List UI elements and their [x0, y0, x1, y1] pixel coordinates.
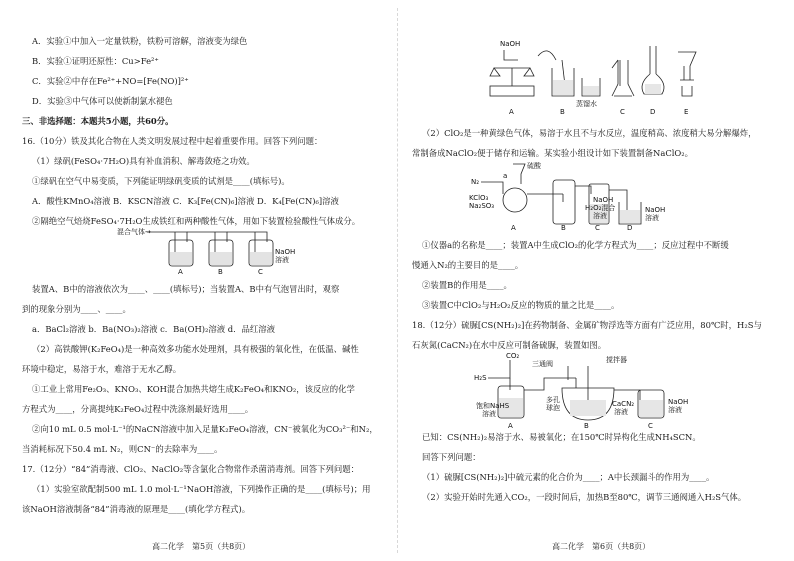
q16-part1-sub2: ②隔绝空气焙烧FeSO₄·7H₂O生成铁红和两种酸性气体，用如下装置检验酸性气体成分。 — [32, 216, 361, 226]
water-label: 蒸馏水 — [576, 100, 597, 108]
q18-part1: （1）硫脲[CS(NH₂)₂]中硫元素的化合价为____；A中长颈漏斗的作用为____。 — [422, 472, 715, 482]
column-divider — [397, 8, 398, 553]
q18-known: 已知：CS(NH₂)₂易溶于水、易被氧化；在150℃时异构化生成NH₄SCN。 — [422, 432, 701, 442]
step-e-label: E — [684, 108, 689, 116]
right-page-footer: 高二化学 第6页（共8页） — [552, 542, 651, 551]
cacn2-label: CaCN₂ — [612, 400, 635, 408]
left-column — [22, 0, 392, 561]
d-naoh-label: NaOH — [645, 206, 666, 214]
naoh-top-label: NaOH — [500, 40, 521, 48]
nahs-label: 饱和NaHS — [476, 402, 510, 410]
q16-part2-sub2: ②向10 mL 0.5 mol·L⁻¹的NaCN溶液中加入足量K₂FeO₄溶液，CN⁻被氧化为CO₃²⁻和N₂， — [32, 424, 378, 434]
option-b: B．实验①证明还原性：Cu>Fe²⁺ — [32, 56, 159, 66]
mid-c-label: C — [595, 224, 600, 232]
bot-c-label: C — [648, 422, 653, 430]
stirrer-label: 搅拌器 — [606, 356, 627, 364]
step-b-label: B — [560, 108, 565, 116]
bottle-c-label: C — [258, 268, 263, 276]
q16-part2-sub2-cont: 当消耗标况下50.4 mL N₂，则CN⁻的去除率为____。 — [22, 444, 223, 454]
q16-part1: （1）绿矾(FeSO₄·7H₂O)具有补血消积、解毒敛疮之功效。 — [32, 156, 255, 166]
q16-part1-question-cont: 到的现象分别为____、____。 — [22, 304, 131, 314]
naoh-label: NaOH — [275, 248, 296, 256]
bot-naoh-label: NaOH — [668, 398, 689, 406]
c-h2o2-label: H₂O₂混合 — [585, 204, 616, 212]
q16-part1-sub1: ①绿矾在空气中易变质，下列能证明绿矾变质的试剂是____(填标号)。 — [32, 176, 290, 186]
q16-part2-sub1: ①工业上常用Fe₂O₃、KNO₃、KOH混合加热共熔生成K₂FeO₄和KNO₂，该反应的化学 — [32, 384, 355, 394]
q17-part2-sub2: ②装置B的作用是____。 — [422, 280, 512, 290]
thiourea-apparatus-figure — [472, 350, 712, 430]
q18-part2: （2）实验开始时先通入CO₂，一段时间后，加热B至80℃，调节三通阀通入H₂S气体。 — [422, 492, 747, 502]
option-d: D．实验③中气体可以使新制氯水褪色 — [32, 96, 173, 106]
mid-a-label: A — [511, 224, 516, 232]
bottle-b-label: B — [218, 268, 223, 276]
h2s-label: H₂S — [474, 374, 487, 382]
mixed-gas-label: 混合气体→ — [117, 228, 151, 236]
q18-stem-cont: 石灰氮(CaCN₂)在水中反应可制备硫脲，装置如图。 — [412, 340, 607, 350]
q16-part2: （2）高铁酸钾(K₂FeO₄)是一种高效多功能水处理剂，具有极强的氧化性，在低温、碱性 — [32, 344, 359, 354]
q17-part2: （2）ClO₂是一种黄绿色气体，易溶于水且不与水反应，温度稍高、浓度稍大易分解爆炸， — [422, 128, 757, 138]
right-column — [412, 0, 782, 561]
d-solution-label: 溶液 — [645, 214, 659, 222]
q18-stem: 18.（12分）硫脲[CS(NH₂)₂]在药物制备、金属矿物浮选等方面有广泛应用，80℃时，H₂S与 — [412, 320, 762, 330]
q18-answer-prompt: 回答下列问题： — [422, 452, 481, 462]
q16-part1-question: 装置A、B中的溶液依次为____、____(填标号)；当装置A、B中有气泡冒出时，观察 — [32, 284, 340, 294]
option-c: C．实验②中存在Fe²⁺+NO=[Fe(NO)]²⁺ — [32, 76, 189, 86]
co2-label: CO₂ — [506, 352, 520, 360]
step-c-label: C — [620, 108, 625, 116]
n2-label: N₂ — [471, 178, 480, 186]
reagent-na2so3-label: Na₂SO₃ — [469, 202, 495, 210]
funnel-a-label: a — [503, 172, 508, 180]
q17-part2-cont: 常制备成NaClO₂便于储存和运输。某实验小组设计如下装置制备NaClO₂。 — [412, 148, 694, 158]
q16-reagent-options: a．BaCl₂溶液 b．Ba(NO₃)₂溶液 c．Ba(OH)₂溶液 d．品红溶液 — [32, 324, 276, 334]
bottle-a-label: A — [178, 268, 183, 276]
q16-part1-options: A．酸性KMnO₄溶液 B．KSCN溶液 C．K₃[Fe(CN)₆]溶液 D．K₄[Fe(CN)₆]溶液 — [32, 196, 339, 206]
q16-part2-sub1-cont: 方程式为____，分离提纯K₂FeO₄过程中洗涤剂最好选用____。 — [22, 404, 254, 414]
bot-b-label: B — [584, 422, 589, 430]
three-way-valve-label: 三通阀 — [532, 360, 553, 368]
q17-stem: 17.（12分）“84”消毒液、ClO₂、NaClO₂等含氯化合物常作杀菌消毒剂。回答下列问题： — [22, 464, 360, 474]
nahs-solution-label: 溶液 — [482, 410, 496, 418]
c-solution-label: 溶液 — [593, 212, 607, 220]
q17-part2-sub1-cont: 慢通入N₂的主要目的是____。 — [412, 260, 524, 270]
q17-part2-sub1: ①仪器a的名称是____；装置A中生成ClO₂的化学方程式为____；反应过程中不断缓 — [422, 240, 729, 250]
bot-solution-label: 溶液 — [668, 406, 682, 414]
porous-label: 多孔 — [546, 396, 560, 404]
q16-stem: 16.（10分）铁及其化合物在人类文明发展过程中起着重要作用。回答下列问题： — [22, 136, 323, 146]
gas-bottles-figure — [117, 228, 317, 276]
q17-part1-cont: 该NaOH溶液制备“84”消毒液的原理是____(填化学方程式)。 — [22, 504, 251, 514]
c-naoh-label: NaOH — [593, 196, 614, 204]
solution-prep-figure — [482, 38, 702, 116]
solution-label: 溶液 — [275, 256, 289, 264]
q17-part2-sub3: ③装置C中ClO₂与H₂O₂反应的物质的量之比是____。 — [422, 300, 620, 310]
acid-label: 硫酸 — [527, 162, 541, 170]
bot-a-label: A — [508, 422, 513, 430]
step-d-label: D — [650, 108, 656, 116]
cacn2-solution-label: 溶液 — [614, 408, 628, 416]
q17-part1: （1）实验室欲配制500 mL 1.0 mol·L⁻¹NaOH溶液，下列操作正确的是____(填标号)；用 — [32, 484, 371, 494]
reagent-kclo3-label: KClO₃ — [469, 194, 489, 202]
mid-b-label: B — [561, 224, 566, 232]
option-a: A．实验①中加入一定量铁粉，铁粉可溶解，溶液变为绿色 — [32, 36, 248, 46]
mid-d-label: D — [627, 224, 633, 232]
left-page-footer: 高二化学 第5页（共8页） — [152, 542, 251, 551]
q16-part2-cont: 环境中稳定，易溶于水，难溶于无水乙醇。 — [22, 364, 182, 374]
bulb-label: 球泡 — [546, 404, 560, 412]
clo2-apparatus-figure — [467, 160, 707, 232]
step-a-label: A — [509, 108, 514, 116]
section-heading: 三、非选择题：本题共5小题，共60分。 — [22, 116, 174, 126]
